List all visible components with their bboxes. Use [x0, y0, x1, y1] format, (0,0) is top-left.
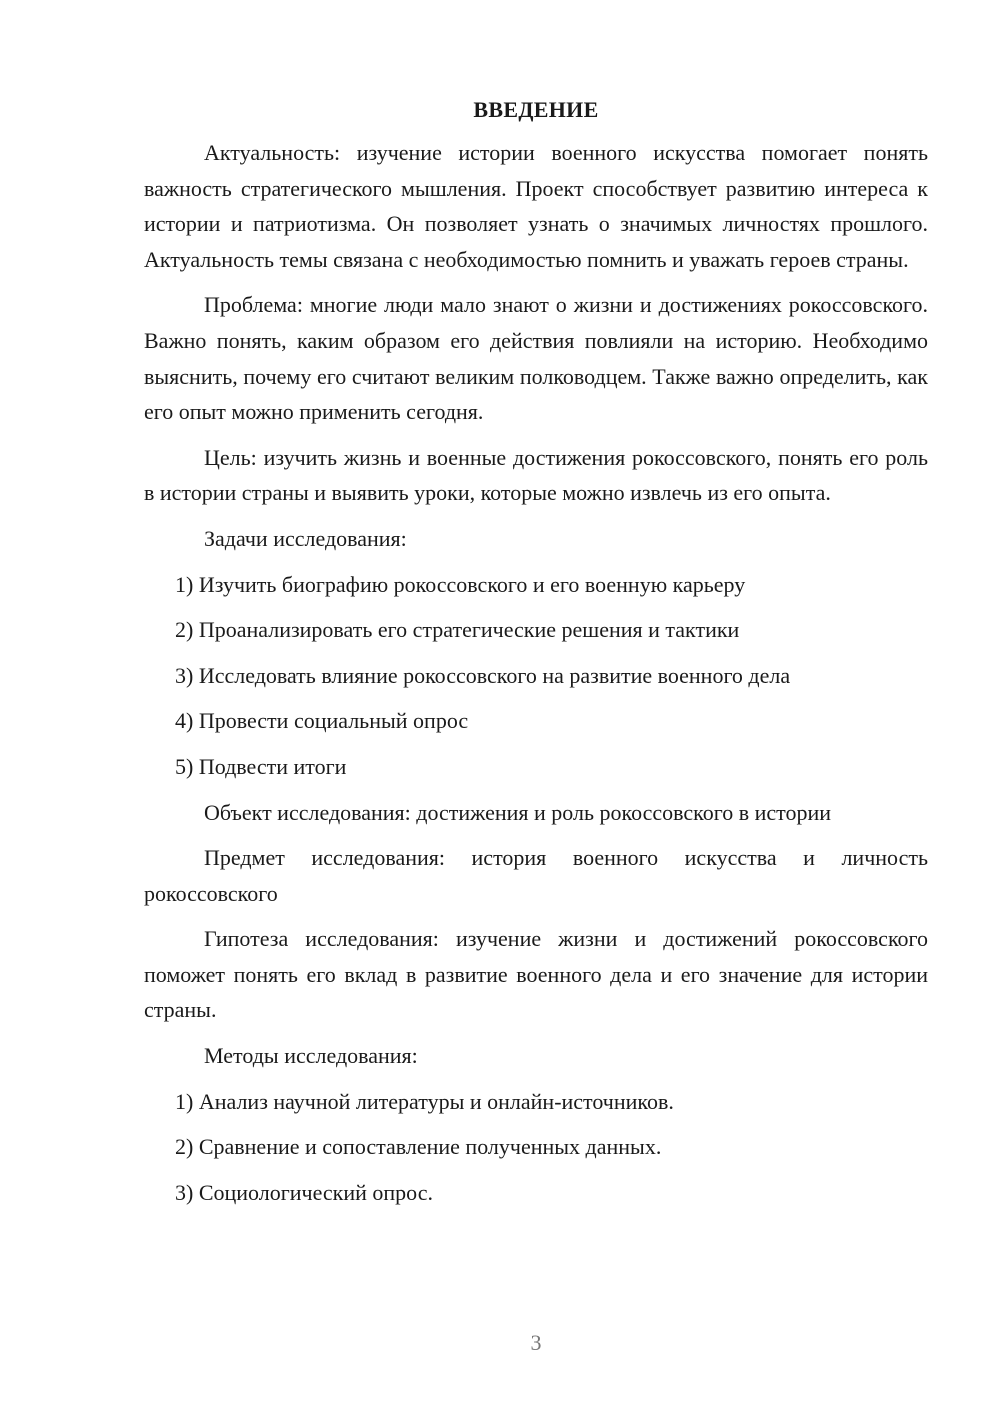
document-page	[144, 95, 928, 1220]
methods-heading: Методы исследования:	[204, 1043, 418, 1069]
list-item: 2) Сравнение и сопоставление полученных данных.	[175, 1134, 662, 1160]
hypothesis-paragraph: Гипотеза исследования: изучение жизни и достижений рокоссовского поможет понять его вклад в развитие военного дела и его значение для истории страны.	[144, 926, 928, 1023]
list-item: 1) Анализ научной литературы и онлайн-источников.	[175, 1088, 674, 1114]
page-number: 3	[530, 1330, 542, 1355]
list-item: 1) Изучить биографию рокоссовского и его военную карьеру	[175, 571, 746, 597]
list-item: 3) Исследовать влияние рокоссовского на развитие военного дела	[175, 662, 791, 688]
subject-paragraph: Предмет исследования: история военного искусства и личность рокоссовского	[144, 845, 928, 906]
page-title: ВВЕДЕНИЕ	[473, 97, 599, 122]
problem-paragraph: Проблема: многие люди мало знают о жизни и достижениях рокоссовского. Важно понять, каким образом его действия повлияли на историю. Необходимо выяснить, почему его считают великим полководцем. Также важно определить, как его опыт можно применить сегодня.	[144, 292, 928, 425]
tasks-heading: Задачи исследования:	[204, 525, 407, 551]
goal-paragraph: Цель: изучить жизнь и военные достижения рокоссовского, понять его роль в истории страны и выявить уроки, которые можно извлечь из его опыта.	[144, 444, 928, 506]
list-item: 3) Социологический опрос.	[175, 1179, 433, 1205]
methods-list	[144, 1084, 928, 1211]
list-item: 5) Подвести итоги	[175, 753, 347, 779]
tasks-list	[144, 567, 928, 785]
list-item: 2) Проанализировать его стратегические решения и тактики	[175, 617, 740, 643]
object-paragraph: Объект исследования: достижения и роль рокоссовского в истории	[204, 799, 832, 825]
list-item: 4) Провести социальный опрос	[175, 708, 469, 734]
relevance-paragraph: Актуальность: изучение истории военного искусства помогает понять важность стратегического мышления. Проект способствует развитию интереса к истории и патриотизма. Он позволяет узнать о значимых личностях прошлого. Актуальность темы связана с необходимостью помнить и уважать героев страны.	[144, 140, 928, 272]
